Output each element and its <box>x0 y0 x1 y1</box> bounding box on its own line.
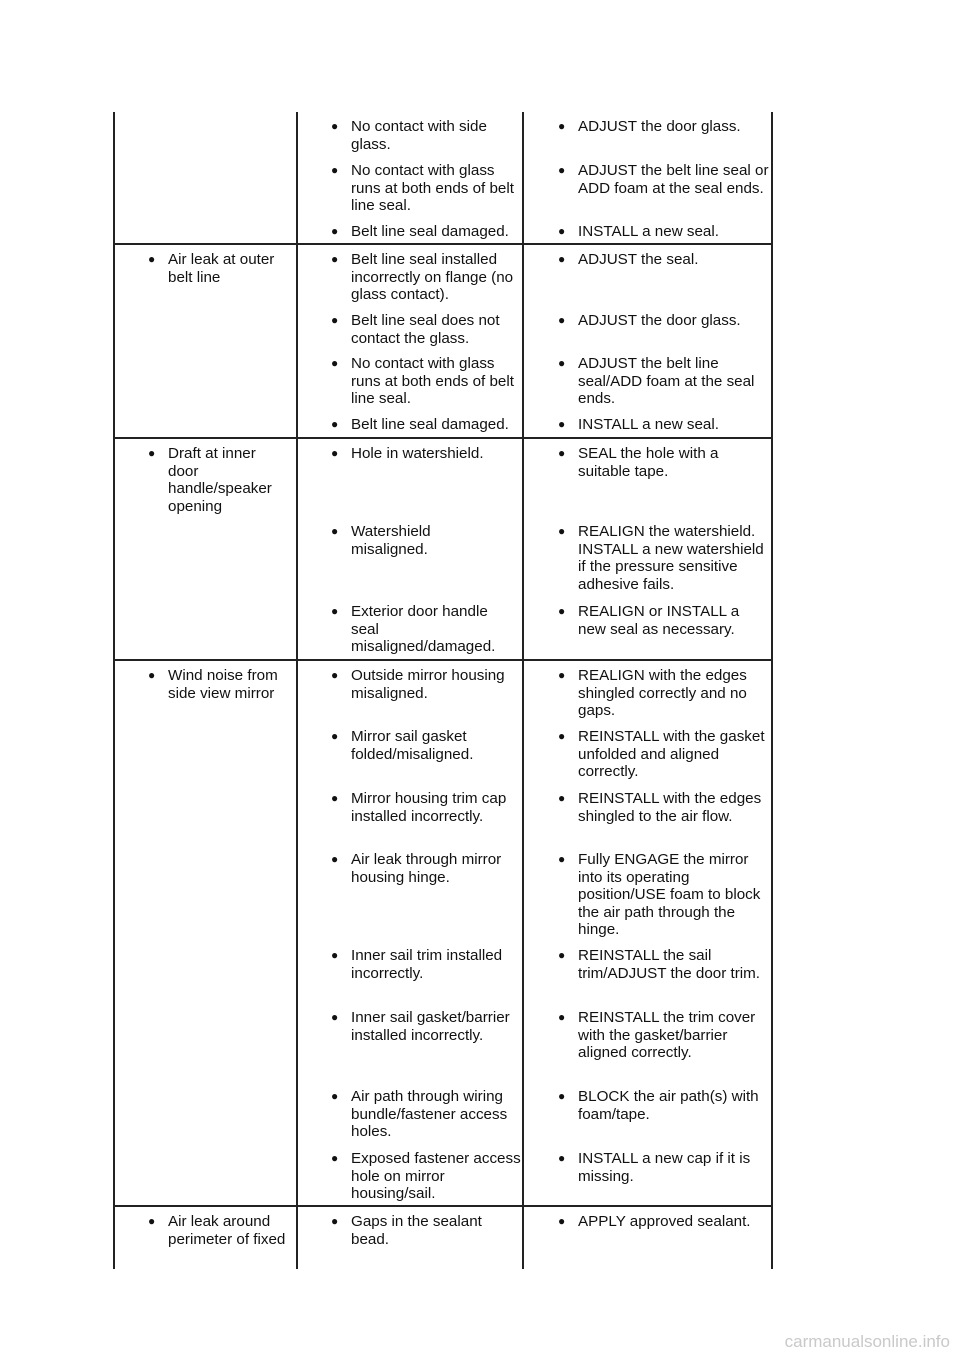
bullet-icon: ● <box>558 1010 566 1024</box>
action-cell: ● ADJUST the seal. <box>558 251 699 268</box>
action-cell: ● INSTALL a new seal. <box>558 223 719 240</box>
bullet-icon: ● <box>331 119 339 133</box>
bullet-icon: ● <box>331 163 339 177</box>
action-cell: ● ADJUST the door glass. <box>558 312 741 329</box>
bullet-icon: ● <box>331 446 339 460</box>
bullet-icon: ● <box>558 729 566 743</box>
bullet-icon: ● <box>331 356 339 370</box>
bullet-icon: ● <box>331 1010 339 1024</box>
bullet-icon: ● <box>331 1089 339 1103</box>
row-divider <box>114 243 772 245</box>
bullet-icon: ● <box>331 417 339 431</box>
bullet-icon: ● <box>558 948 566 962</box>
bullet-icon: ● <box>331 313 339 327</box>
cause-cell: ● No contact with side glass. <box>331 118 487 153</box>
action-cell: ● BLOCK the air path(s) with foam/tape. <box>558 1088 759 1123</box>
cause-cell: ● Exposed fastener access hole on mirror housing/sail. <box>331 1150 521 1202</box>
symptom-cell: ● Wind noise from side view mirror <box>148 667 278 702</box>
action-cell: ● REINSTALL the trim cover with the gasket/barrier aligned correctly. <box>558 1009 756 1061</box>
action-cell: ● REINSTALL with the gasket unfolded and aligned correctly. <box>558 728 765 780</box>
bullet-icon: ● <box>558 446 566 460</box>
column-divider-2 <box>522 112 524 1269</box>
action-cell: ● REINSTALL the sail trim/ADJUST the door trim. <box>558 947 761 982</box>
bullet-icon: ● <box>331 852 339 866</box>
bullet-icon: ● <box>331 729 339 743</box>
bullet-icon: ● <box>558 524 566 538</box>
cause-cell: ● Inner sail trim installed incorrectly. <box>331 947 503 982</box>
bullet-icon: ● <box>558 313 566 327</box>
action-cell: ● ADJUST the belt line seal or ADD foam at the seal ends. <box>558 162 769 197</box>
action-cell: ● REALIGN or INSTALL a new seal as necessary. <box>558 603 740 638</box>
action-cell: ● REALIGN the watershield. INSTALL a new watershield if the pressure sensitive adhesive fails. <box>558 523 764 593</box>
bullet-icon: ● <box>331 604 339 618</box>
bullet-icon: ● <box>558 356 566 370</box>
bullet-icon: ● <box>558 252 566 266</box>
symptom-cell: ● Air leak at outer belt line <box>148 251 275 286</box>
bullet-icon: ● <box>148 668 156 682</box>
bullet-icon: ● <box>331 668 339 682</box>
bullet-icon: ● <box>558 1151 566 1165</box>
cause-cell: ● Belt line seal damaged. <box>331 416 509 433</box>
cause-cell: ● Mirror sail gasket folded/misaligned. <box>331 728 474 763</box>
action-cell: ● ADJUST the door glass. <box>558 118 741 135</box>
action-cell: ● INSTALL a new seal. <box>558 416 719 433</box>
bullet-icon: ● <box>148 1214 156 1228</box>
bullet-icon: ● <box>331 224 339 238</box>
bullet-icon: ● <box>558 791 566 805</box>
action-cell: ● REINSTALL with the edges shingled to the air flow. <box>558 790 762 825</box>
bullet-icon: ● <box>331 252 339 266</box>
action-cell: ● ADJUST the belt line seal/ADD foam at the seal ends. <box>558 355 755 407</box>
cause-cell: ● Mirror housing trim cap installed incorrectly. <box>331 790 507 825</box>
action-cell: ● Fully ENGAGE the mirror into its operating position/USE foam to block the air path through the hinge. <box>558 851 761 938</box>
action-cell: ● INSTALL a new cap if it is missing. <box>558 1150 751 1185</box>
cause-cell: ● Belt line seal does not contact the glass. <box>331 312 500 347</box>
cause-cell: ● Exterior door handle seal misaligned/damaged. <box>331 603 496 655</box>
bullet-icon: ● <box>558 604 566 618</box>
cause-cell: ● Belt line seal installed incorrectly on flange (no glass contact). <box>331 251 514 303</box>
symptom-cell: ● Draft at inner door handle/speaker opening <box>148 445 272 515</box>
cause-cell: ● No contact with glass runs at both ends of belt line seal. <box>331 355 514 407</box>
row-divider <box>114 1205 772 1207</box>
bullet-icon: ● <box>558 1214 566 1228</box>
bullet-icon: ● <box>331 948 339 962</box>
bullet-icon: ● <box>558 119 566 133</box>
cause-cell: ● Belt line seal damaged. <box>331 223 509 240</box>
bullet-icon: ● <box>331 791 339 805</box>
watermark: carmanualsonline.info <box>784 1332 950 1351</box>
symptom-cell: ● Air leak around perimeter of fixed <box>148 1213 286 1248</box>
action-cell: ● APPLY approved sealant. <box>558 1213 751 1230</box>
bullet-icon: ● <box>558 417 566 431</box>
cause-cell: ● Hole in watershield. <box>331 445 484 462</box>
bullet-icon: ● <box>331 1214 339 1228</box>
bullet-icon: ● <box>558 163 566 177</box>
cause-cell: ● No contact with glass runs at both ends of belt line seal. <box>331 162 514 214</box>
bullet-icon: ● <box>558 1089 566 1103</box>
table-border-left <box>113 112 115 1269</box>
bullet-icon: ● <box>558 224 566 238</box>
action-cell: ● REALIGN with the edges shingled correctly and no gaps. <box>558 667 747 719</box>
bullet-icon: ● <box>148 252 156 266</box>
column-divider-1 <box>296 112 298 1269</box>
cause-cell: ● Air leak through mirror housing hinge. <box>331 851 502 886</box>
cause-cell: ● Air path through wiring bundle/fastener access holes. <box>331 1088 508 1140</box>
action-cell: ● SEAL the hole with a suitable tape. <box>558 445 719 480</box>
row-divider <box>114 659 772 661</box>
row-divider <box>114 437 772 439</box>
cause-cell: ● Inner sail gasket/barrier installed incorrectly. <box>331 1009 510 1044</box>
table-border-right <box>771 112 773 1269</box>
bullet-icon: ● <box>331 524 339 538</box>
bullet-icon: ● <box>148 446 156 460</box>
cause-cell: ● Gaps in the sealant bead. <box>331 1213 482 1248</box>
cause-cell: ● Outside mirror housing misaligned. <box>331 667 505 702</box>
bullet-icon: ● <box>331 1151 339 1165</box>
bullet-icon: ● <box>558 668 566 682</box>
cause-cell: ● Watershield misaligned. <box>331 523 431 558</box>
bullet-icon: ● <box>558 852 566 866</box>
